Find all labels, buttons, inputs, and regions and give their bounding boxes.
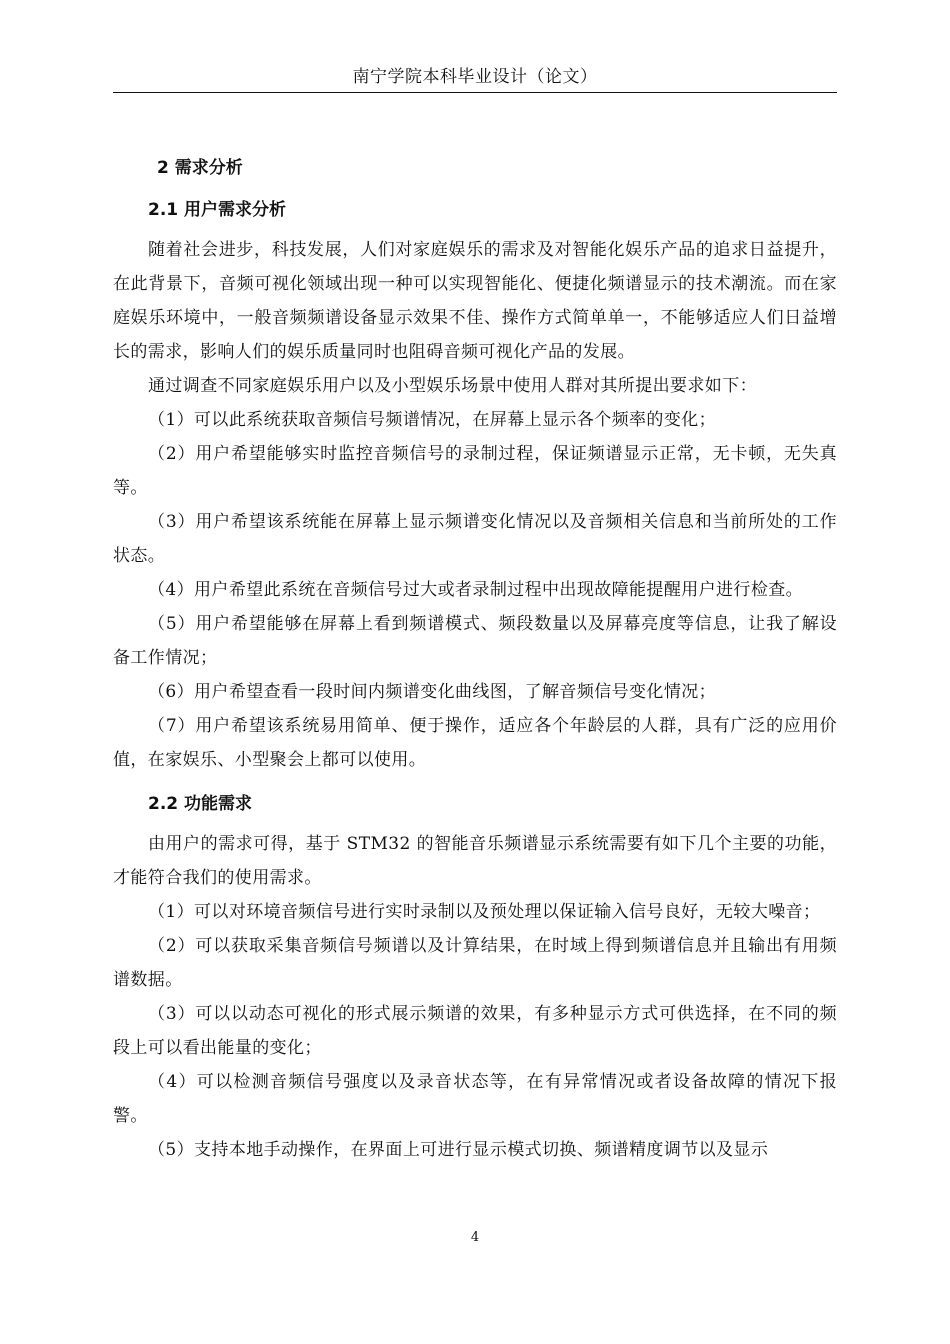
header-divider xyxy=(113,92,837,93)
list-item: （4）用户希望此系统在音频信号过大或者录制过程中出现故障能提醒用户进行检查。 xyxy=(148,580,804,600)
list-item: （2）可以获取采集音频信号频谱以及计算结果，在时域上得到频谱信息并且输出有用频谱数据。 xyxy=(113,936,837,990)
list-item: （7）用户希望该系统易用简单、便于操作，适应各个年龄层的人群，具有广泛的应用价值，在家娱乐、小型聚会上都可以使用。 xyxy=(113,716,837,770)
page-header-title: 南宁学院本科毕业设计（论文） xyxy=(352,67,598,87)
document-body xyxy=(113,151,837,1167)
list-item: （4）可以检测音频信号强度以及录音状态等，在有异常情况或者设备故障的情况下报警。 xyxy=(113,1072,837,1126)
paragraph: 随着社会进步，科技发展，人们对家庭娱乐的需求及对智能化娱乐产品的追求日益提升，在此背景下，音频可视化领域出现一种可以实现智能化、便捷化频谱显示的技术潮流。而在家庭娱乐环境中，一般音频频谱设备显示效果不佳、操作方式简单单一，不能够适应人们日益增长的需求，影响人们的娱乐质量同时也阻碍音频可视化产品的发展。 xyxy=(113,240,837,362)
list-item: （2）用户希望能够实时监控音频信号的录制过程，保证频谱显示正常，无卡顿，无失真等。 xyxy=(113,444,837,498)
paragraph: 由用户的需求可得，基于 STM32 的智能音乐频谱显示系统需要有如下几个主要的功能，才能符合我们的使用需求。 xyxy=(113,834,837,888)
subsection-heading-user-requirements: 2.1 用户需求分析 xyxy=(148,200,287,220)
section-heading: 2 需求分析 xyxy=(157,158,243,178)
page-number: 4 xyxy=(470,1230,480,1245)
list-item: （3）用户希望该系统能在屏幕上显示频谱变化情况以及音频相关信息和当前所处的工作状态。 xyxy=(113,512,837,566)
list-item: （5）支持本地手动操作，在界面上可进行显示模式切换、频谱精度调节以及显示 xyxy=(148,1140,769,1160)
subsection-heading-functional-requirements: 2.2 功能需求 xyxy=(148,794,253,814)
paragraph: 通过调查不同家庭娱乐用户以及小型娱乐场景中使用人群对其所提出要求如下： xyxy=(148,376,757,396)
list-item: （1）可以此系统获取音频信号频谱情况，在屏幕上显示各个频率的变化； xyxy=(148,410,717,430)
list-item: （3）可以以动态可视化的形式展示频谱的效果，有多种显示方式可供选择，在不同的频段上可以看出能量的变化； xyxy=(113,1004,837,1058)
list-item: （5）用户希望能够在屏幕上看到频谱模式、频段数量以及屏幕亮度等信息，让我了解设备工作情况； xyxy=(113,614,837,668)
list-item: （1）可以对环境音频信号进行实时录制以及预处理以保证输入信号良好，无较大噪音； xyxy=(148,902,821,922)
list-item: （6）用户希望查看一段时间内频谱变化曲线图，了解音频信号变化情况； xyxy=(148,682,717,702)
